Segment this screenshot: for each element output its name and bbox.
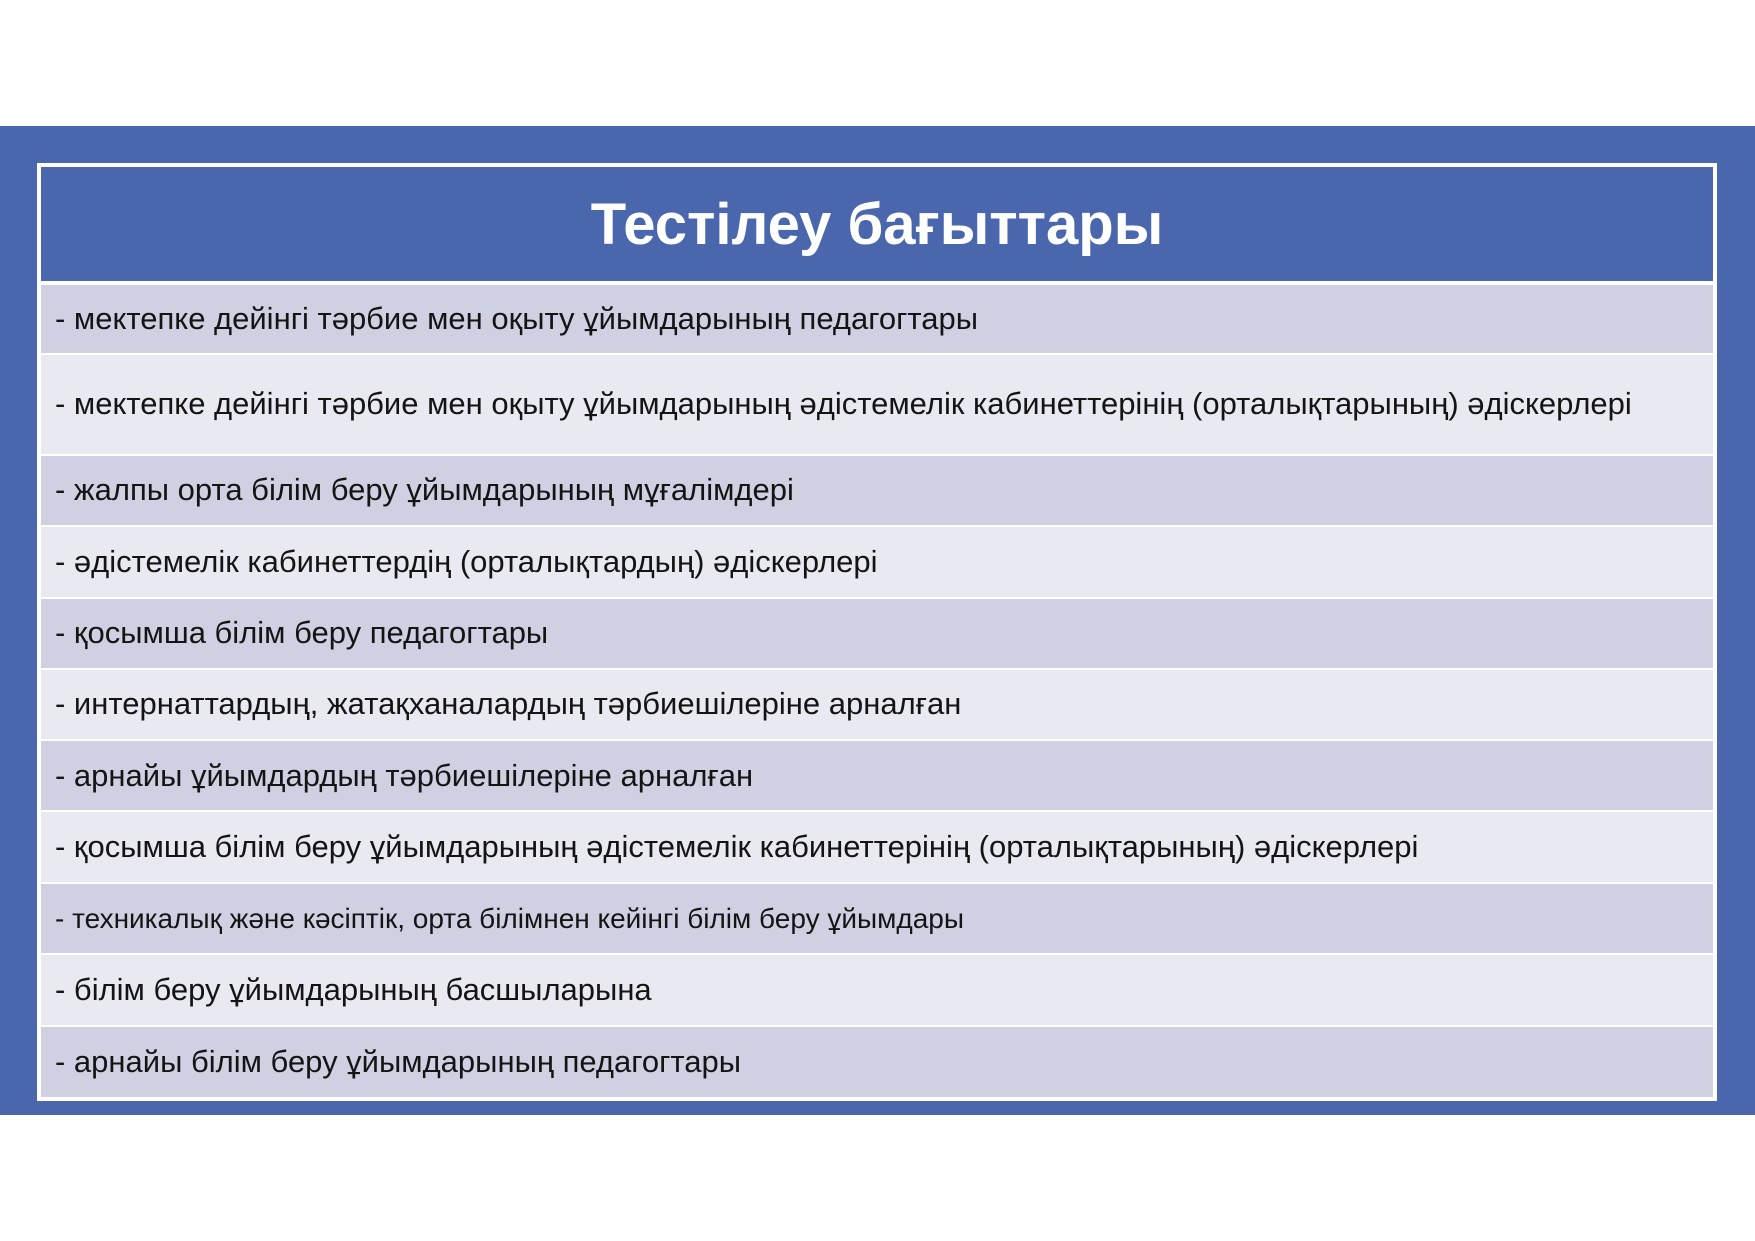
table-row: - жалпы орта білім беру ұйымдарының мұғалімдері	[41, 456, 1713, 527]
table-row: - интернаттардың, жатақханалардың тәрбиешілеріне арналған	[41, 670, 1713, 742]
table-row: - арнайы ұйымдардың тәрбиешілеріне арналған	[41, 741, 1713, 812]
table-row: - мектепке дейінгі тәрбие мен оқыту ұйымдарының әдістемелік кабинеттерінің (орталықтарының) әдіскерлері	[41, 355, 1713, 456]
table-row: - қосымша білім беру ұйымдарының әдістемелік кабинеттерінің (орталықтарының) әдіскерлері	[41, 812, 1713, 884]
table-row: - қосымша білім беру педагогтары	[41, 599, 1713, 670]
table-row: - арнайы білім беру ұйымдарының педагогтары	[41, 1027, 1713, 1097]
table-row: - білім беру ұйымдарының басшыларына	[41, 955, 1713, 1027]
table-row: - мектепке дейінгі тәрбие мен оқыту ұйымдарының педагогтары	[41, 285, 1713, 355]
table-row: - әдістемелік кабинеттердің (орталықтардың) әдіскерлері	[41, 527, 1713, 599]
table-row: - техникалық және кәсіптік, орта білімнен кейінгі білім беру ұйымдары	[41, 884, 1713, 955]
table-header: Тестілеу бағыттары	[41, 167, 1713, 281]
testing-directions-table	[37, 163, 1717, 1101]
